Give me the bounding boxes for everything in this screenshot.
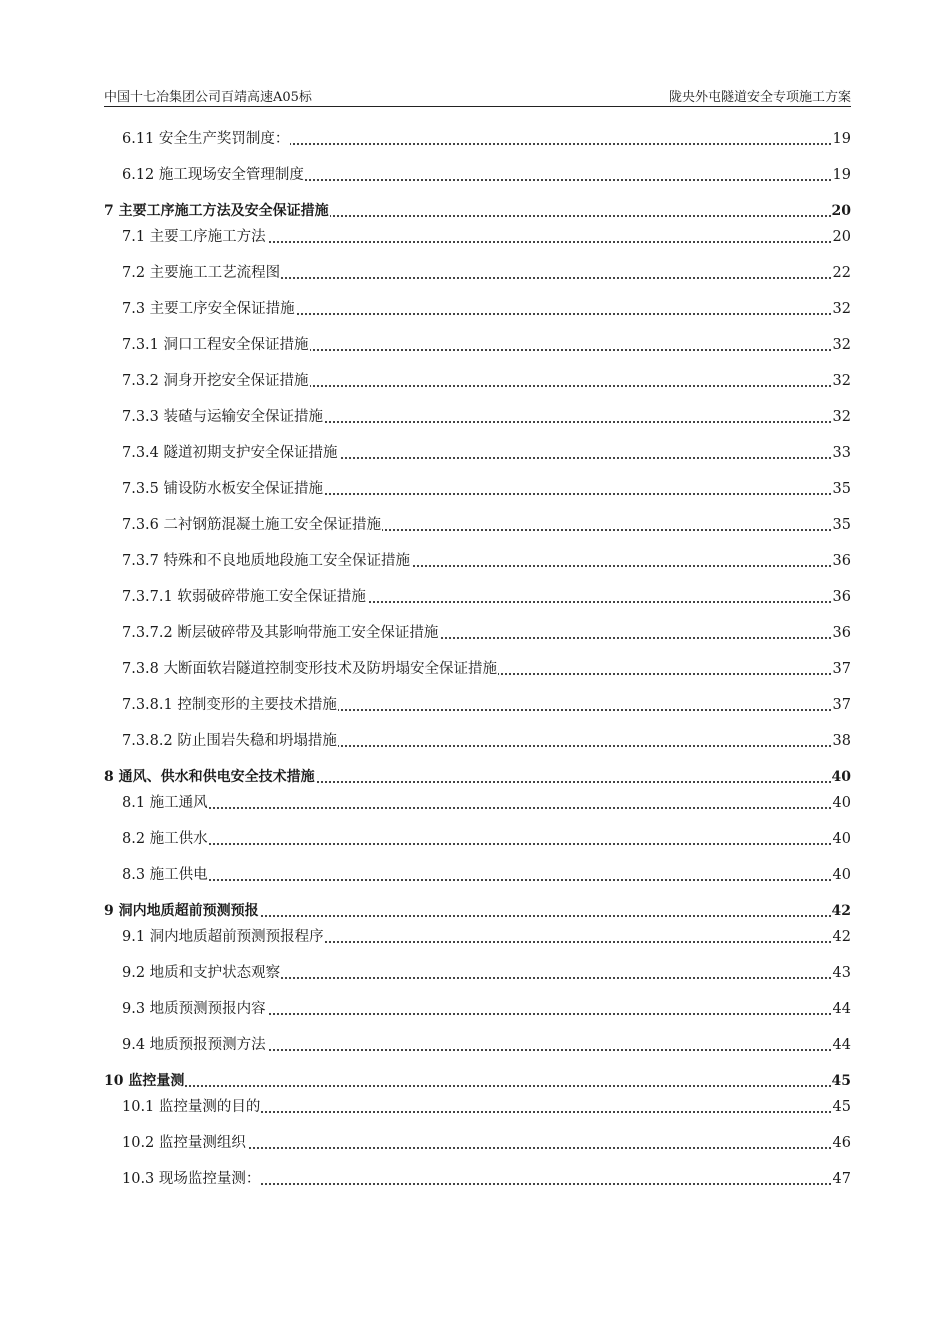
toc-entry-title: 6.11 安全生产奖罚制度：: [122, 126, 290, 152]
toc-section-entry[interactable]: [104, 620, 851, 646]
toc-page-number: 32: [832, 332, 851, 358]
toc-entry-title: 7.3 主要工序安全保证措施: [122, 296, 296, 322]
toc-section-entry[interactable]: [104, 512, 851, 538]
toc-entry-title: 9.1 洞内地质超前预测预报程序: [122, 924, 325, 950]
toc-page-number: 40: [831, 764, 851, 790]
toc-section-entry[interactable]: [104, 260, 851, 286]
toc-entry-title: 7.3.7 特殊和不良地质地段施工安全保证措施: [122, 548, 411, 574]
toc-entry-title: 7.3.5 铺设防水板安全保证措施: [122, 476, 324, 502]
toc-page-number: 44: [832, 1032, 851, 1058]
toc-entry-title: 7.3.6 二衬钢筋混凝土施工安全保证措施: [122, 512, 382, 538]
toc-page-number: 42: [831, 898, 851, 924]
toc-section-entry[interactable]: [104, 728, 851, 754]
toc-section-entry[interactable]: [104, 960, 851, 986]
toc-entry-title: 8.3 施工供电: [122, 862, 209, 888]
toc-page-number: 35: [832, 512, 851, 538]
toc-entry-title: 9.4 地质预报预测方法: [122, 1032, 267, 1058]
toc-section-entry[interactable]: [104, 162, 851, 188]
toc-section-entry[interactable]: [104, 476, 851, 502]
toc-section-entry[interactable]: [104, 126, 851, 152]
toc-page-number: 32: [832, 404, 851, 430]
toc-entry-title: 9 洞内地质超前预测预报: [104, 898, 260, 924]
toc-page-number: 20: [832, 224, 851, 250]
toc-section-entry[interactable]: [104, 1032, 851, 1058]
toc-page-number: 42: [832, 924, 851, 950]
toc-page-number: 19: [832, 162, 851, 188]
toc-section-entry[interactable]: [104, 924, 851, 950]
toc-entry-title: 7.3.8.2 防止围岩失稳和坍塌措施: [122, 728, 338, 754]
toc-section-entry[interactable]: [104, 224, 851, 250]
toc-entry-title: 7.3.1 洞口工程安全保证措施: [122, 332, 310, 358]
toc-chapter-entry[interactable]: [104, 898, 851, 924]
toc-page-number: 32: [832, 296, 851, 322]
header-document-title: 陇央外屯隧道安全专项施工方案: [668, 90, 851, 105]
toc-section-entry[interactable]: [104, 826, 851, 852]
toc-page-number: 44: [832, 996, 851, 1022]
toc-section-entry[interactable]: [104, 996, 851, 1022]
toc-entry-title: 6.12 施工现场安全管理制度: [122, 162, 305, 188]
toc-page-number: 40: [832, 826, 851, 852]
toc-chapter-entry[interactable]: [104, 198, 851, 224]
header-company: 中国十七冶集团公司百靖高速A05标: [104, 90, 312, 105]
toc-page-number: 33: [832, 440, 851, 466]
toc-entry-title: 9.3 地质预测预报内容: [122, 996, 267, 1022]
toc-section-entry[interactable]: [104, 862, 851, 888]
toc-page-number: 35: [832, 476, 851, 502]
toc-page-number: 43: [832, 960, 851, 986]
toc-entry-title: 7.2 主要施工工艺流程图: [122, 260, 281, 286]
toc-page-number: 20: [831, 198, 851, 224]
toc-leader-dots: [122, 843, 851, 845]
toc-entry-title: 10 监控量测: [104, 1068, 185, 1094]
toc-chapter-entry[interactable]: [104, 1068, 851, 1094]
toc-entry-title: 10.2 监控量测组织: [122, 1130, 247, 1156]
toc-section-entry[interactable]: [104, 368, 851, 394]
toc-entry-title: 10.1 监控量测的目的: [122, 1094, 261, 1120]
page-header: [104, 84, 851, 107]
toc-page-number: 36: [832, 620, 851, 646]
toc-entry-title: 8.1 施工通风: [122, 790, 209, 816]
toc-section-entry[interactable]: [104, 332, 851, 358]
toc-entry-title: 8.2 施工供水: [122, 826, 209, 852]
toc-entry-title: 9.2 地质和支护状态观察: [122, 960, 281, 986]
toc-leader-dots: [122, 879, 851, 881]
toc-section-entry[interactable]: [104, 548, 851, 574]
toc-entry-title: 7.3.8 大断面软岩隧道控制变形技术及防坍塌安全保证措施: [122, 656, 498, 682]
toc-leader-dots: [104, 1085, 851, 1087]
toc-section-entry[interactable]: [104, 584, 851, 610]
toc-page-number: 32: [832, 368, 851, 394]
toc-entry-title: 7.1 主要工序施工方法: [122, 224, 267, 250]
toc-section-entry[interactable]: [104, 656, 851, 682]
toc-section-entry[interactable]: [104, 296, 851, 322]
toc-chapter-entry[interactable]: [104, 764, 851, 790]
toc-entry-title: 7.3.4 隧道初期支护安全保证措施: [122, 440, 339, 466]
toc-entry-title: 10.3 现场监控量测：: [122, 1166, 261, 1192]
toc-section-entry[interactable]: [104, 1130, 851, 1156]
toc-page-number: 45: [831, 1068, 851, 1094]
toc-page-number: 37: [832, 692, 851, 718]
toc-entry-title: 7.3.7.1 软弱破碎带施工安全保证措施: [122, 584, 367, 610]
toc-section-entry[interactable]: [104, 790, 851, 816]
toc-section-entry[interactable]: [104, 692, 851, 718]
toc-page-number: 47: [832, 1166, 851, 1192]
toc-section-entry[interactable]: [104, 404, 851, 430]
toc-section-entry[interactable]: [104, 1094, 851, 1120]
toc-section-entry[interactable]: [104, 440, 851, 466]
toc-leader-dots: [122, 807, 851, 809]
toc-entry-title: 8 通风、供水和供电安全技术措施: [104, 764, 316, 790]
toc-page-number: 38: [832, 728, 851, 754]
toc-entry-title: 7.3.8.1 控制变形的主要技术措施: [122, 692, 338, 718]
toc-entry-title: 7.3.7.2 断层破碎带及其影响带施工安全保证措施: [122, 620, 439, 646]
toc-entry-title: 7.3.2 洞身开挖安全保证措施: [122, 368, 310, 394]
toc-entry-title: 7.3.3 装碴与运输安全保证措施: [122, 404, 324, 430]
toc-page-number: 36: [832, 584, 851, 610]
toc-page-number: 45: [832, 1094, 851, 1120]
toc-page-number: 46: [832, 1130, 851, 1156]
toc-page-number: 36: [832, 548, 851, 574]
toc-page-number: 37: [832, 656, 851, 682]
toc-page-number: 40: [832, 862, 851, 888]
toc-section-entry[interactable]: [104, 1166, 851, 1192]
toc-page-number: 19: [832, 126, 851, 152]
toc-entry-title: 7 主要工序施工方法及安全保证措施: [104, 198, 330, 224]
toc-page-number: 40: [832, 790, 851, 816]
toc-page-number: 22: [832, 260, 851, 286]
